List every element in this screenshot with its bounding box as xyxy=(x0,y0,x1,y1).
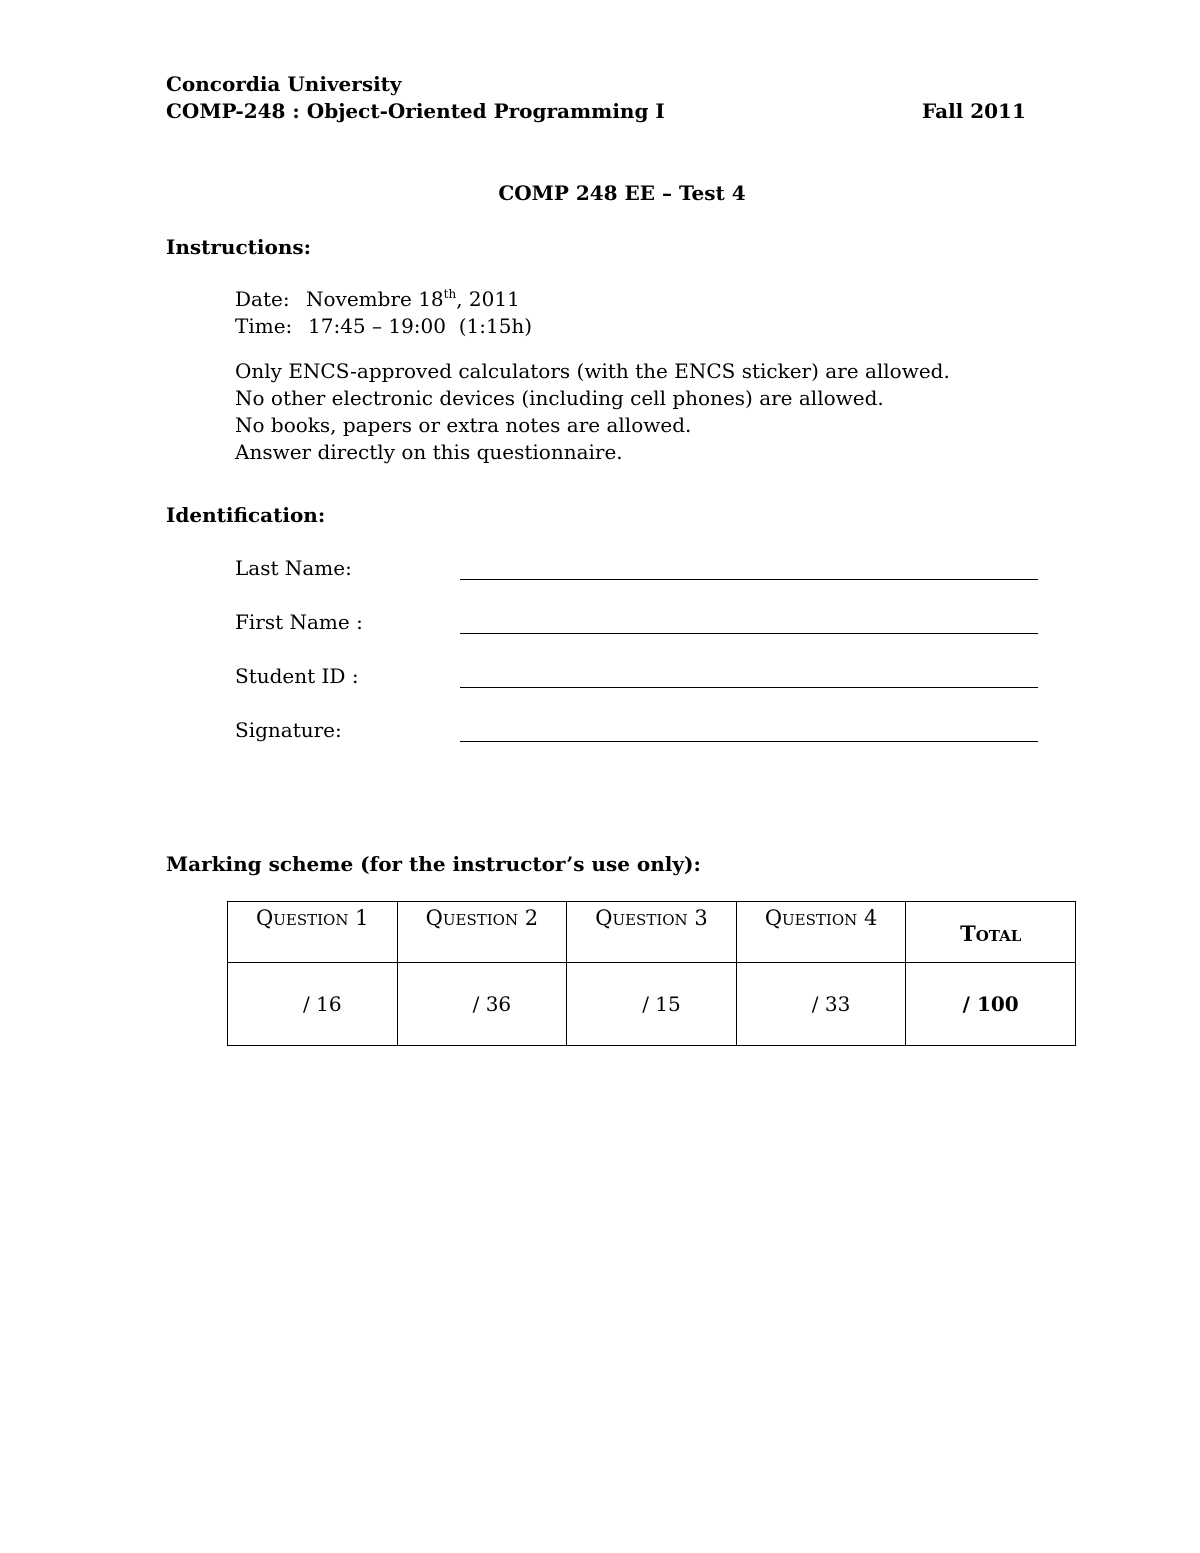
time-value: 17:45 – 19:00 (1:15h) xyxy=(308,314,533,338)
rule-item: No other electronic devices (including cell phones) are allowed. xyxy=(235,386,884,410)
score-cell: / 16 xyxy=(228,963,398,1046)
marking-col-header: Question 3 xyxy=(567,902,737,963)
marking-score-row xyxy=(228,963,1076,1046)
rule-item: Only ENCS-approved calculators (with the ENCS sticker) are allowed. xyxy=(235,359,950,383)
test-title: COMP 248 EE – Test 4 xyxy=(498,181,746,205)
date-value: Novembre 18th, 2011 xyxy=(306,287,520,311)
marking-heading: Marking scheme (for the instructor’s use only): xyxy=(166,852,701,876)
score-cell-total: / 100 xyxy=(906,963,1076,1046)
signature-label: Signature: xyxy=(235,718,342,742)
rule-item: No books, papers or extra notes are allowed. xyxy=(235,413,692,437)
student-id-field[interactable] xyxy=(460,687,1038,688)
first-name-field[interactable] xyxy=(460,633,1038,634)
university-name: Concordia University xyxy=(166,72,402,96)
score-cell: / 15 xyxy=(567,963,737,1046)
score-cell: / 33 xyxy=(736,963,906,1046)
rule-item: Answer directly on this questionnaire. xyxy=(235,440,623,464)
date-label: Date: xyxy=(235,287,290,311)
identification-heading: Identification: xyxy=(166,503,326,527)
instructions-heading: Instructions: xyxy=(166,235,312,259)
marking-col-header: Question 2 xyxy=(397,902,567,963)
marking-header-row xyxy=(228,902,1076,963)
course-title: COMP-248 : Object-Oriented Programming I xyxy=(166,99,665,123)
last-name-field[interactable] xyxy=(460,579,1038,580)
score-cell: / 36 xyxy=(397,963,567,1046)
marking-col-header-total: Total xyxy=(906,902,1076,963)
student-id-label: Student ID : xyxy=(235,664,359,688)
first-name-label: First Name : xyxy=(235,610,363,634)
signature-field[interactable] xyxy=(460,741,1038,742)
marking-table xyxy=(227,901,1076,1046)
marking-col-header: Question 4 xyxy=(736,902,906,963)
time-label: Time: xyxy=(235,314,293,338)
marking-col-header: Question 1 xyxy=(228,902,398,963)
term: Fall 2011 xyxy=(922,99,1026,123)
last-name-label: Last Name: xyxy=(235,556,352,580)
